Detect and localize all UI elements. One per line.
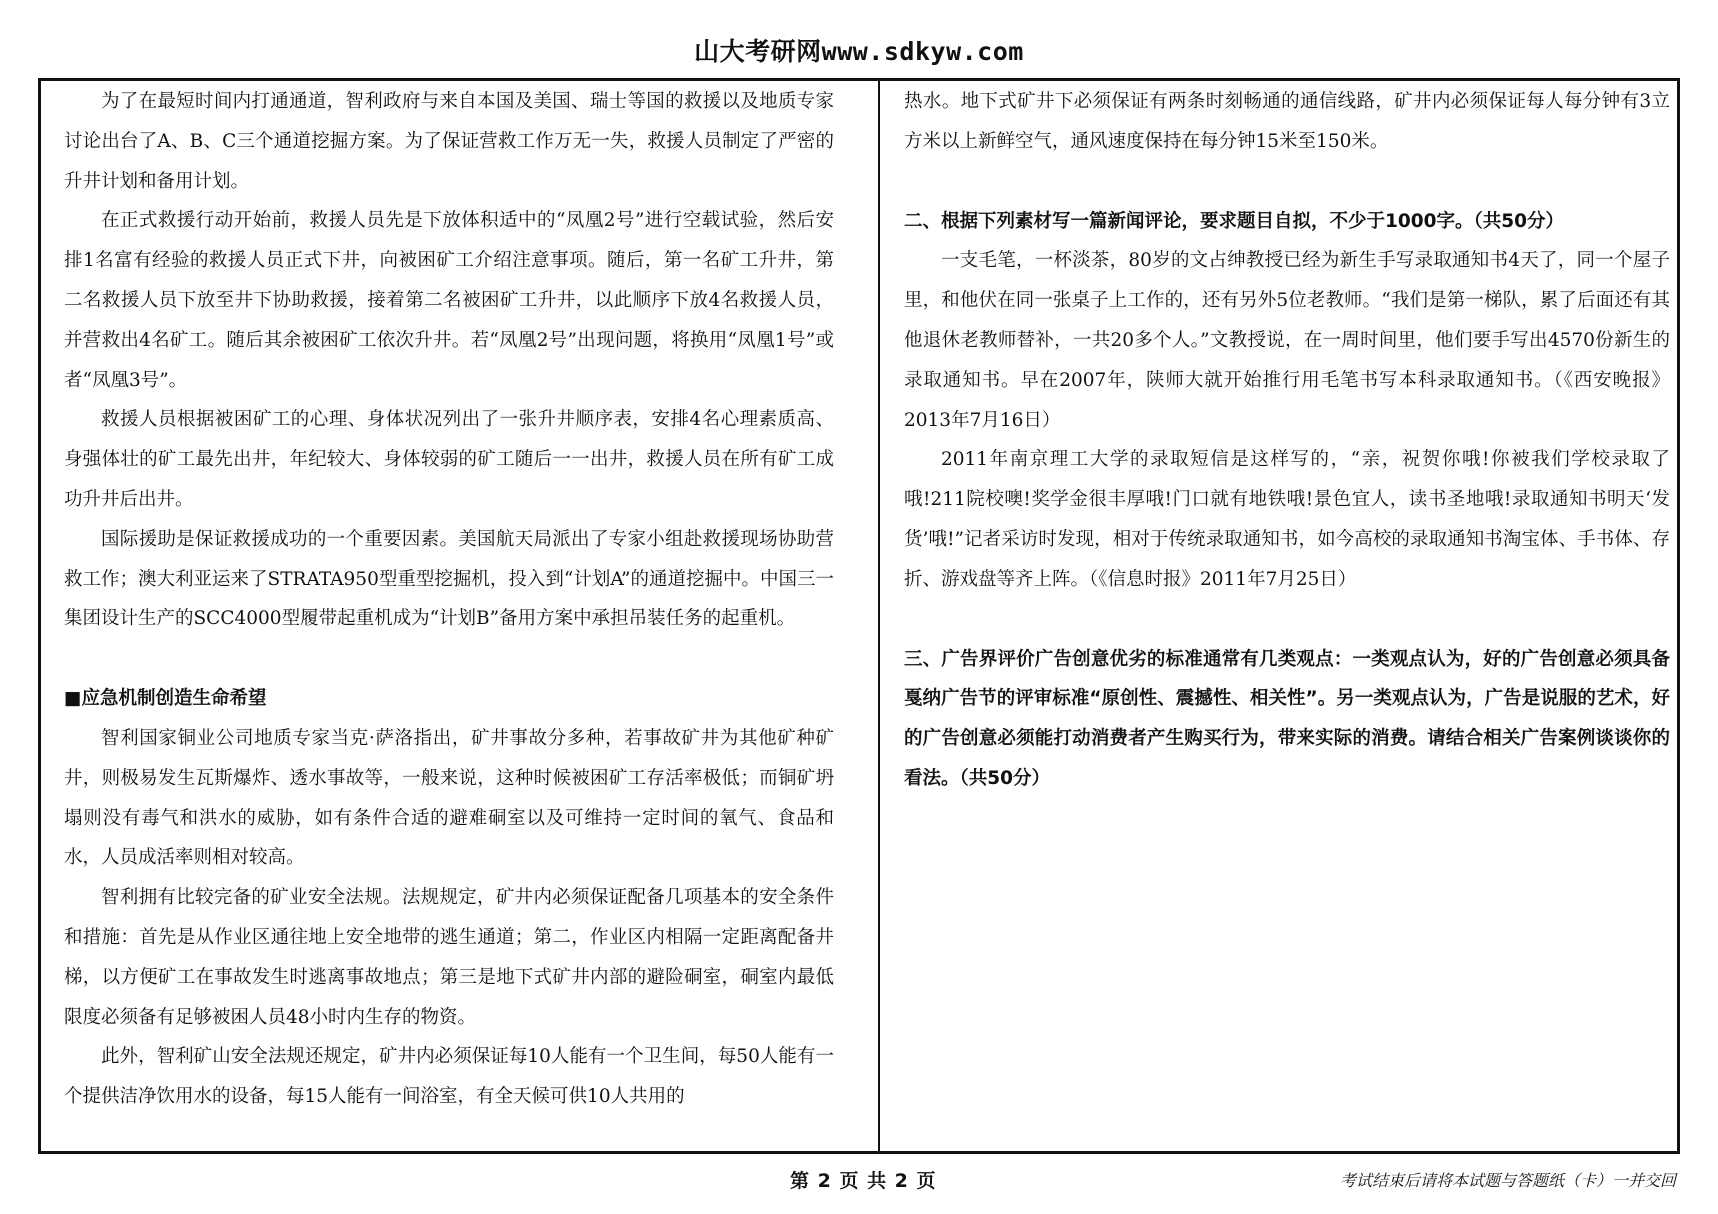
page-number: 第 2 页 共 2 页 xyxy=(790,1170,937,1192)
paragraph: 为了在最短时间内打通通道，智利政府与来自本国及美国、瑞士等国的救援以及地质专家讨论出台了A、B、C三个通道挖掘方案。为了保证营救工作万无一失，救援人员制定了严密的升井计划和备用计划。 xyxy=(64,91,834,192)
column-divider xyxy=(878,78,880,1154)
question-3: 三、广告界评价广告创意优劣的标准通常有几类观点：一类观点认为，好的广告创意必须具备戛纳广告节的评审标准“原创性、震撼性、相关性”。另一类观点认为，广告是说服的艺术，好的广告创意必须能打动消费者产生购买行为，带来实际的消费。请结合相关广告案例谈谈你的看法。（共50分） xyxy=(904,648,1670,789)
paragraph: 在正式救援行动开始前，救援人员先是下放体积适中的“凤凰2号”进行空载试验，然后安排1名富有经验的救援人员正式下井，向被困矿工介绍注意事项。随后，第一名矿工升井，第二名救援人员下放至井下协助救援，接着第二名被困矿工升井，以此顺序下放4名救援人员，并营救出4名矿工。随后其余被困矿工依次升井。若“凤凰2号”出现问题，将换用“凤凰1号”或者“凤凰3号”。 xyxy=(64,210,834,391)
paragraph: 智利拥有比较完备的矿业安全法规。法规规定，矿井内必须保证配备几项基本的安全条件和措施：首先是从作业区通往地上安全地带的逃生通道；第二，作业区内相隔一定距离配备井梯，以方便矿工在事故发生时逃离事故地点；第三是地下式矿井内部的避险硐室，硐室内最低限度必须备有足够被困人员48小时内生存的物资。 xyxy=(64,887,834,1028)
site-header-title: 山大考研网www.sdkyw.com xyxy=(694,37,1024,66)
left-column xyxy=(64,82,834,1148)
paragraph: 智利国家铜业公司地质专家当克·萨洛指出，矿井事故分多种，若事故矿井为其他矿种矿井，则极易发生瓦斯爆炸、透水事故等，一般来说，这种时候被困矿工存活率极低；而铜矿坍塌则没有毒气和洪水的威胁，如有条件合适的避难硐室以及可维持一定时间的氧气、食品和水，人员成活率则相对较高。 xyxy=(64,727,834,869)
paragraph-continuation: 热水。地下式矿井下必须保证有两条时刻畅通的通信线路，矿井内必须保证每人每分钟有3立方米以上新鲜空气，通风速度保持在每分钟15米至150米。 xyxy=(904,91,1670,152)
paragraph: 救援人员根据被困矿工的心理、身体状况列出了一张升井顺序表，安排4名心理素质高、身强体壮的矿工最先出井，年纪较大、身体较弱的矿工随后一一出井，救援人员在所有矿工成功升井后出井。 xyxy=(64,409,834,510)
paragraph: 2011年南京理工大学的录取短信是这样写的，“亲，祝贺你哦!你被我们学校录取了哦!211院校噢!奖学金很丰厚哦!门口就有地铁哦!景色宜人，读书圣地哦!录取通知书明天‘发货’哦!”记者采访时发现，相对于传统录取通知书，如今高校的录取通知书淘宝体、手书体、存折、游戏盘等齐上阵。（《信息时报》2011年7月25日） xyxy=(904,449,1670,590)
paragraph: 国际援助是保证救援成功的一个重要因素。美国航天局派出了专家小组赴救援现场协助营救工作；澳大利亚运来了STRATA950型重型挖掘机，投入到“计划A”的通道挖掘中。中国三一集团设计生产的SCC4000型履带起重机成为“计划B”备用方案中承担吊装任务的起重机。 xyxy=(64,528,834,630)
section-heading: ■应急机制创造生命希望 xyxy=(64,688,267,710)
paragraph: 此外，智利矿山安全法规还规定，矿井内必须保证每10人能有一个卫生间，每50人能有一个提供洁净饮用水的设备，每15人能有一间浴室，有全天候可供10人共用的 xyxy=(64,1046,834,1108)
footer-note: 考试结束后请将本试题与答题纸（卡）一并交回 xyxy=(1339,1171,1676,1190)
paragraph: 一支毛笔，一杯淡茶，80岁的文占绅教授已经为新生手写录取通知书4天了，同一个屋子里，和他伏在同一张桌子上工作的，还有另外5位老教师。“我们是第一梯队，累了后面还有其他退休老教师替补，一共20多个人。”文教授说，在一周时间里，他们要手写出4570份新生的录取通知书。早在2007年，陕师大就开始推行用毛笔书写本科录取通知书。（《西安晚报》2013年7月16日） xyxy=(904,250,1670,431)
question-2: 二、根据下列素材写一篇新闻评论，要求题目自拟，不少于1000字。（共50分） xyxy=(904,210,1564,232)
right-column xyxy=(904,82,1670,1148)
